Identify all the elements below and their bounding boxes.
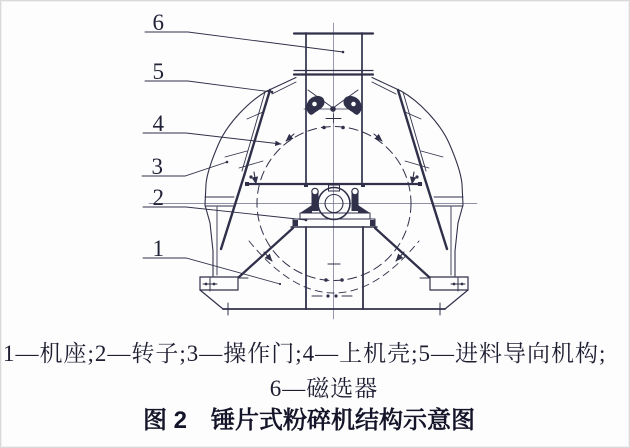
legend-line-1: 1—机座;2—转子;3—操作门;4—上机壳;5—进料导向机构; <box>3 341 607 366</box>
callout-label-2: 2 <box>152 185 164 210</box>
callout-label-4: 4 <box>152 111 164 136</box>
callout-label-6: 6 <box>152 10 164 35</box>
callout-label-3: 3 <box>151 154 163 179</box>
callouts <box>142 10 344 285</box>
callout-label-1: 1 <box>152 236 164 261</box>
rotor-bearing <box>291 185 377 227</box>
hammer-mill-structure-diagram <box>1 1 630 341</box>
operation-doors <box>221 90 447 249</box>
outer-flow-arc <box>249 241 419 293</box>
callout-3 <box>142 154 228 179</box>
legend-line-2: 6—磁选器 <box>269 376 379 401</box>
hatch-ticks <box>225 112 443 168</box>
anchor-bolt-right-icon <box>451 278 465 291</box>
feed-guide-mechanism <box>304 90 362 123</box>
anchor-bolt-left-icon <box>203 278 217 291</box>
rotor-path <box>249 126 419 293</box>
callout-5 <box>145 59 273 93</box>
callout-label-5: 5 <box>152 59 164 84</box>
callout-4 <box>143 111 281 144</box>
callout-6 <box>145 10 344 53</box>
figure-title: 图 2 锤片式粉碎机结构示意图 <box>142 407 475 434</box>
base-frame <box>200 227 468 315</box>
